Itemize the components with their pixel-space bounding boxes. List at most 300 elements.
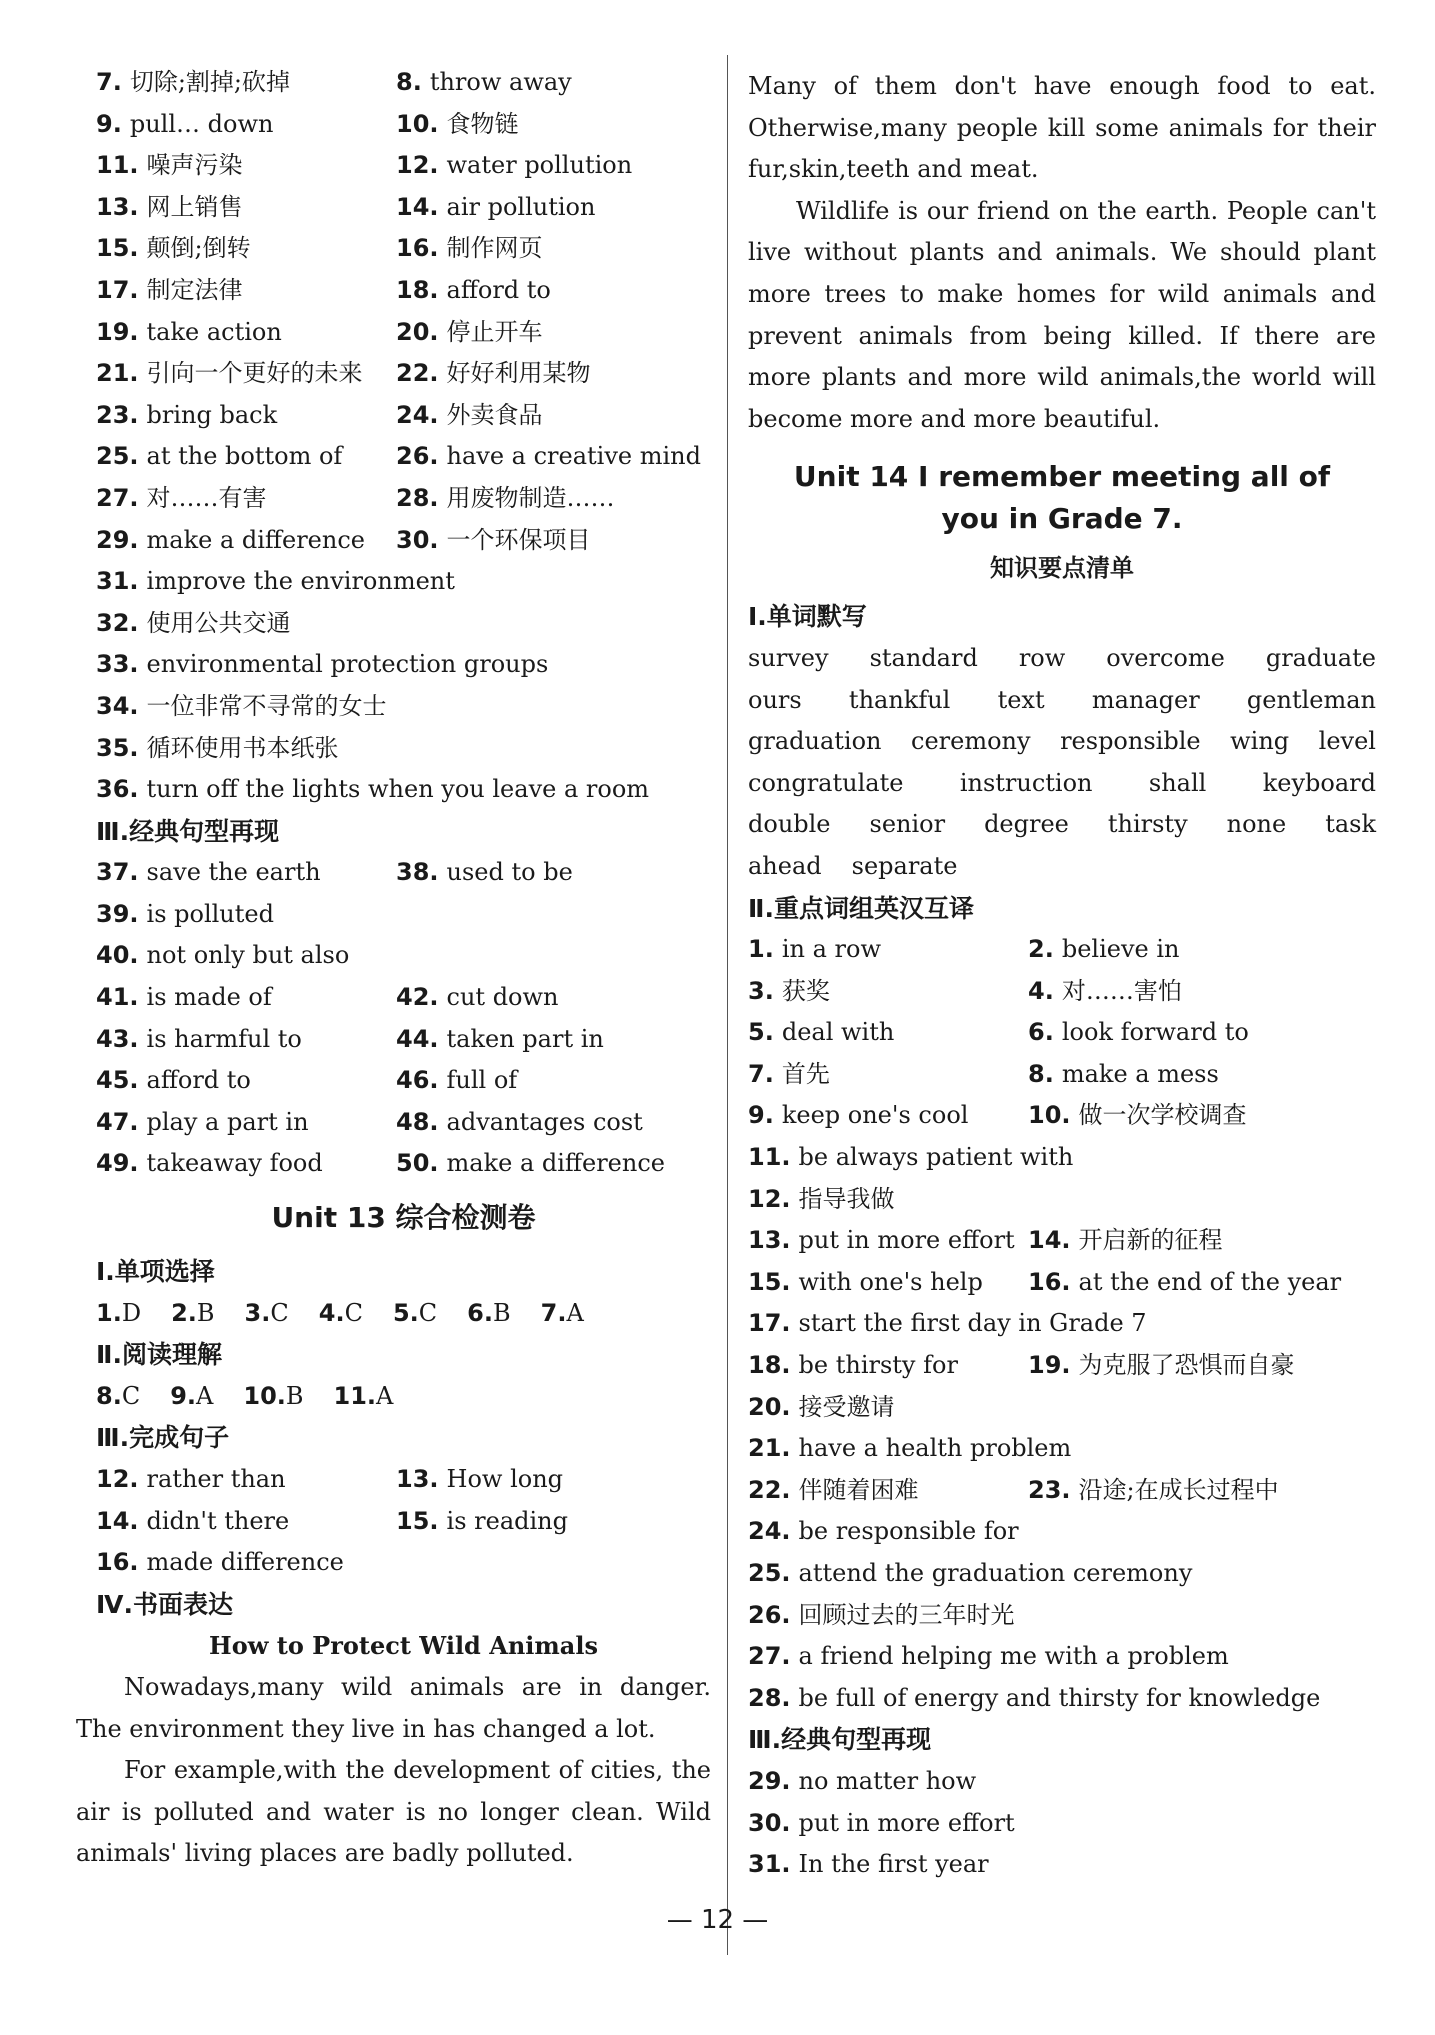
answer-item	[396, 1060, 517, 1102]
item-number: 40.	[96, 941, 139, 970]
item-number: 15.	[96, 234, 139, 263]
answer-item	[748, 1636, 1229, 1678]
word: wing	[1230, 727, 1290, 756]
choice-answer: 11.A	[333, 1381, 394, 1410]
item-number: 45.	[96, 1066, 139, 1095]
item-text: is polluted	[146, 899, 274, 928]
word: thirsty	[1107, 810, 1188, 839]
item-text: with one's help	[798, 1267, 983, 1296]
item-text: believe in	[1061, 935, 1180, 964]
answer-row	[96, 1019, 711, 1061]
item-number: 27.	[96, 483, 139, 512]
item-text: start the first day in Grade 7	[798, 1309, 1147, 1338]
answer-row	[96, 686, 711, 728]
answer-row	[748, 1595, 1376, 1637]
answer-item	[1028, 1095, 1247, 1137]
item-number: 19.	[96, 317, 139, 346]
answer-row	[96, 1542, 711, 1584]
essay-paragraph-2: For example,with the development of cities, the air is polluted and water is no longer clean. Wild animals' living places are badly polluted.	[76, 1756, 711, 1868]
answer-item	[96, 395, 396, 437]
item-number: 1.	[748, 935, 774, 964]
section-title-sentences: Ⅲ.经典句型再现	[96, 816, 280, 846]
word-row	[748, 804, 1376, 846]
word: overcome	[1106, 643, 1225, 672]
item-number: 31.	[96, 567, 139, 596]
answer-item	[1028, 1470, 1279, 1512]
answer-row	[748, 1345, 1376, 1387]
item-number: 33.	[96, 650, 139, 679]
answer-item	[396, 145, 632, 187]
item-text: no matter how	[798, 1766, 977, 1795]
answer-row	[748, 1303, 1376, 1345]
item-number: 24.	[396, 400, 439, 429]
section-title-writing: Ⅳ.书面表达	[96, 1589, 233, 1619]
vocab-pairs	[96, 62, 711, 561]
choice-answers	[96, 1293, 711, 1335]
answer-row	[96, 270, 711, 312]
item-number: 19.	[1028, 1351, 1071, 1380]
answer-row	[96, 1102, 711, 1144]
left-column	[76, 62, 711, 1875]
word: degree	[984, 810, 1069, 839]
answer-item	[396, 104, 519, 146]
item-number: 20.	[396, 317, 439, 346]
item-text: be thirsty for	[798, 1351, 958, 1380]
answer-item	[748, 1012, 1028, 1054]
word: senior	[869, 810, 946, 839]
answer-item	[96, 520, 396, 562]
answer-item	[748, 1387, 895, 1429]
answer-row	[748, 971, 1376, 1013]
item-text: 噪声污染	[146, 151, 243, 180]
answer-item	[96, 1542, 344, 1584]
answer-row	[96, 187, 711, 229]
word: none	[1226, 810, 1287, 839]
item-number: 16.	[396, 234, 439, 263]
answer-item	[96, 104, 396, 146]
item-number: 46.	[396, 1066, 439, 1095]
item-number: 17.	[748, 1309, 791, 1338]
item-text: at the end of the year	[1078, 1267, 1342, 1296]
answer-item	[748, 1303, 1147, 1345]
word: ceremony	[911, 727, 1031, 756]
item-text: make a difference	[446, 1149, 665, 1178]
essay-title: How to Protect Wild Animals	[209, 1631, 598, 1661]
answer-item	[96, 769, 649, 811]
item-number: 9.	[96, 109, 122, 138]
item-text: 外卖食品	[446, 400, 543, 429]
item-text: be always patient with	[798, 1143, 1074, 1172]
section-title-words: Ⅰ.单词默写	[748, 602, 867, 632]
answer-item	[1028, 929, 1179, 971]
item-number: 16.	[96, 1548, 139, 1577]
item-number: 31.	[748, 1850, 791, 1879]
item-number: 13.	[748, 1226, 791, 1255]
word: double	[748, 810, 831, 839]
word-row	[748, 763, 1376, 805]
item-number: 14.	[96, 1506, 139, 1535]
item-text: How long	[446, 1465, 564, 1493]
answer-item	[748, 1511, 1019, 1553]
word: graduate	[1265, 643, 1376, 672]
item-number: 38.	[396, 858, 439, 887]
answer-item	[96, 478, 396, 520]
answer-row	[96, 104, 711, 146]
word-row	[748, 721, 1376, 763]
item-text: 制定法律	[146, 275, 243, 304]
answer-row	[748, 1803, 1376, 1845]
item-number: 7.	[748, 1059, 774, 1088]
item-number: 8.	[1028, 1059, 1054, 1088]
item-text: make a mess	[1061, 1059, 1219, 1088]
word: congratulate	[748, 768, 904, 797]
answer-row	[96, 769, 711, 811]
item-text: save the earth	[146, 858, 321, 887]
essay-paragraph-3: Wildlife is our friend on the earth. People can't live without plants and animals. We should plant more trees to make homes for wild animals and prevent animals from being killed. If there are more plants and more wild animals,the world will become more and more beautiful.	[748, 196, 1376, 433]
answer-item	[748, 929, 1028, 971]
answer-item	[396, 187, 595, 229]
item-number: 20.	[748, 1392, 791, 1421]
answer-item	[396, 520, 591, 562]
answer-item	[748, 1054, 1028, 1096]
item-number: 32.	[96, 608, 139, 637]
item-text: 接受邀请	[798, 1392, 895, 1421]
item-number: 13.	[396, 1465, 439, 1493]
answer-item	[748, 1428, 1071, 1470]
item-number: 39.	[96, 899, 139, 928]
reading-answers	[96, 1376, 711, 1418]
answer-row	[748, 1137, 1376, 1179]
item-text: in a row	[781, 935, 881, 964]
item-number: 12.	[748, 1184, 791, 1213]
answer-item	[1028, 1220, 1223, 1262]
item-number: 44.	[396, 1024, 439, 1053]
word-row	[748, 638, 1376, 680]
word: text	[997, 685, 1045, 714]
item-text: bring back	[146, 400, 278, 429]
item-number: 50.	[396, 1149, 439, 1178]
word: responsible	[1060, 727, 1201, 756]
item-number: 5.	[748, 1018, 774, 1047]
item-text: 引向一个更好的未来	[146, 359, 363, 388]
answer-row	[748, 929, 1376, 971]
item-number: 22.	[396, 359, 439, 388]
word: task	[1325, 810, 1376, 839]
answer-item	[748, 1262, 1028, 1304]
item-text: throw away	[429, 68, 572, 96]
item-text: turn off the lights when you leave a room	[146, 775, 650, 804]
answer-item	[96, 728, 339, 770]
answer-item	[396, 1019, 604, 1061]
answer-item	[396, 1143, 665, 1185]
item-text: have a health problem	[798, 1434, 1072, 1463]
word: graduation	[748, 727, 882, 756]
word: keyboard	[1262, 768, 1376, 797]
sentence-rows-2	[748, 1761, 1376, 1886]
answer-item	[96, 353, 396, 395]
choice-answer: 6.B	[467, 1298, 511, 1327]
item-number: 23.	[96, 400, 139, 429]
choice-answer: 5.C	[392, 1298, 438, 1327]
answer-row	[748, 1553, 1376, 1595]
word: row	[1018, 643, 1066, 672]
answer-item	[96, 62, 396, 104]
choice-answer: 1.D	[96, 1298, 142, 1327]
right-column	[748, 66, 1376, 1886]
item-number: 2.	[1028, 935, 1054, 964]
essay-paragraph-1: Nowadays,many wild animals are in danger. The environment they live in has changed a lot.	[76, 1672, 711, 1743]
item-number: 37.	[96, 858, 139, 887]
answer-row	[748, 1511, 1376, 1553]
item-text: deal with	[781, 1018, 895, 1047]
item-text: afford to	[146, 1066, 251, 1095]
item-text: is reading	[446, 1506, 568, 1535]
answer-item	[96, 1501, 396, 1543]
item-number: 24.	[748, 1517, 791, 1546]
item-number: 21.	[96, 359, 139, 388]
page-number: — 12 —	[666, 1905, 769, 1935]
item-text: 指导我做	[798, 1184, 895, 1213]
item-number: 15.	[748, 1267, 791, 1296]
answer-item	[1028, 1012, 1249, 1054]
answer-item	[96, 187, 396, 229]
item-number: 42.	[396, 983, 439, 1012]
item-number: 21.	[748, 1434, 791, 1463]
answer-row	[96, 353, 711, 395]
item-text: 用废物制造……	[446, 483, 615, 512]
item-text: take action	[146, 317, 282, 346]
item-text: advantages cost	[446, 1107, 643, 1136]
item-text: 切除;割掉;砍掉	[129, 68, 290, 96]
answer-item	[96, 436, 396, 478]
answer-item	[96, 1102, 396, 1144]
answer-row	[96, 228, 711, 270]
answer-item	[396, 1459, 563, 1501]
answer-row	[96, 1143, 711, 1185]
item-number: 12.	[396, 151, 439, 180]
item-text: 一位非常不寻常的女士	[146, 691, 387, 720]
answer-item	[748, 1761, 976, 1803]
item-number: 17.	[96, 275, 139, 304]
item-text: water pollution	[446, 151, 633, 180]
item-text: play a part in	[146, 1107, 309, 1136]
item-number: 3.	[748, 976, 774, 1005]
answer-row	[748, 1012, 1376, 1054]
answer-item	[748, 1595, 1015, 1637]
item-text: a friend helping me with a problem	[798, 1642, 1229, 1671]
word: survey	[748, 643, 829, 672]
answer-item	[748, 1803, 1015, 1845]
answer-row	[96, 603, 711, 645]
choice-answer: 2.B	[171, 1298, 215, 1327]
item-text: 伴随着困难	[798, 1475, 919, 1504]
answer-item	[396, 478, 615, 520]
choice-answer: 4.C	[318, 1298, 363, 1327]
answer-row	[96, 935, 711, 977]
item-number: 8.	[396, 68, 422, 96]
item-text: 制作网页	[446, 234, 543, 263]
item-text: put in more effort	[798, 1808, 1015, 1837]
answer-row	[96, 1060, 711, 1102]
item-text: put in more effort	[798, 1226, 1015, 1255]
answer-item	[748, 1095, 1028, 1137]
item-text: 首先	[781, 1059, 830, 1088]
answer-item	[96, 935, 349, 977]
item-number: 11.	[748, 1143, 791, 1172]
item-number: 28.	[748, 1683, 791, 1712]
choice-answer: 8.C	[96, 1381, 141, 1410]
item-text: make a difference	[146, 525, 365, 554]
answer-item	[396, 1501, 568, 1543]
item-number: 36.	[96, 775, 139, 804]
section-title-choice: Ⅰ.单项选择	[96, 1257, 215, 1287]
answer-row	[96, 728, 711, 770]
answer-row	[96, 62, 711, 104]
item-text: 颠倒;倒转	[146, 234, 251, 263]
answer-item	[96, 145, 396, 187]
answer-item	[748, 1220, 1028, 1262]
item-text: environmental protection groups	[146, 650, 549, 679]
answer-row	[748, 1179, 1376, 1221]
answer-item	[396, 395, 543, 437]
phrase-rows	[748, 929, 1376, 1719]
answer-item	[396, 436, 701, 478]
complete-rows	[96, 1459, 711, 1584]
sentence-rows	[96, 852, 711, 1185]
answer-item	[748, 1179, 895, 1221]
item-text: is made of	[146, 983, 272, 1012]
item-number: 48.	[396, 1107, 439, 1136]
answer-item	[396, 353, 591, 395]
item-number: 4.	[1028, 976, 1054, 1005]
item-number: 16.	[1028, 1267, 1071, 1296]
item-number: 10.	[1028, 1101, 1071, 1130]
word: ahead	[748, 851, 822, 880]
item-number: 25.	[748, 1559, 791, 1587]
answer-item	[1028, 971, 1182, 1013]
word: ours	[748, 685, 802, 714]
item-text: 好好利用某物	[446, 359, 591, 388]
item-text: keep one's cool	[781, 1101, 969, 1130]
answer-item	[96, 1060, 396, 1102]
answer-item	[96, 1459, 396, 1501]
answer-row	[748, 1387, 1376, 1429]
answer-row	[748, 1054, 1376, 1096]
answer-item	[396, 977, 559, 1019]
item-number: 41.	[96, 983, 139, 1012]
item-text: 回顾过去的三年时光	[798, 1600, 1015, 1629]
vocab-singles	[96, 561, 711, 811]
answer-row	[96, 478, 711, 520]
answer-item	[96, 686, 387, 728]
item-number: 29.	[748, 1766, 791, 1795]
item-text: is harmful to	[146, 1024, 302, 1053]
item-number: 23.	[1028, 1475, 1071, 1504]
item-text: improve the environment	[146, 567, 455, 596]
answer-row	[96, 520, 711, 562]
answer-item	[748, 1553, 1192, 1595]
answer-item	[748, 1678, 1320, 1720]
item-text: 开启新的征程	[1078, 1226, 1223, 1255]
item-text: In the first year	[798, 1850, 989, 1879]
answer-item	[1028, 1345, 1295, 1387]
knowledge-points-title: 知识要点清单	[990, 554, 1134, 583]
answer-row	[96, 395, 711, 437]
answer-item	[748, 1345, 1028, 1387]
word: instruction	[959, 768, 1093, 797]
answer-row	[748, 1095, 1376, 1137]
item-text: 食物链	[446, 109, 519, 138]
answer-item	[748, 971, 1028, 1013]
item-text: made difference	[146, 1548, 344, 1577]
item-text: 网上销售	[146, 192, 243, 221]
answer-item	[396, 852, 573, 894]
answer-item	[748, 1137, 1073, 1179]
answer-item	[96, 644, 548, 686]
answer-row	[96, 312, 711, 354]
item-text: look forward to	[1061, 1018, 1249, 1047]
item-text: used to be	[446, 858, 573, 887]
word-rows	[748, 638, 1376, 888]
answer-item	[96, 228, 396, 270]
item-number: 49.	[96, 1149, 139, 1178]
answer-item	[748, 1844, 989, 1886]
answer-item	[396, 270, 551, 312]
answer-row	[96, 436, 711, 478]
answer-row	[96, 894, 711, 936]
answer-item	[96, 561, 455, 603]
item-number: 12.	[96, 1465, 139, 1493]
answer-item	[396, 312, 543, 354]
answer-row	[748, 1636, 1376, 1678]
answer-item	[1028, 1262, 1341, 1304]
item-text: takeaway food	[146, 1149, 323, 1178]
word: level	[1318, 727, 1376, 756]
item-number: 43.	[96, 1024, 139, 1053]
essay-paragraph-2-continued: Many of them don't have enough food to eat. Otherwise,many people kill some animals for their fur,skin,teeth and meat.	[748, 72, 1376, 184]
answer-item	[96, 312, 396, 354]
item-number: 26.	[396, 442, 439, 471]
item-text: 沿途;在成长过程中	[1078, 1475, 1279, 1504]
answer-row	[748, 1678, 1376, 1720]
item-number: 9.	[748, 1101, 774, 1130]
item-text: taken part in	[446, 1024, 604, 1053]
answer-row	[96, 1459, 711, 1501]
item-text: 停止开车	[446, 317, 543, 346]
answer-item	[96, 1019, 396, 1061]
choice-answer: 7.A	[540, 1298, 584, 1327]
item-text: afford to	[446, 275, 551, 304]
item-text: rather than	[146, 1465, 286, 1493]
item-text: pull… down	[129, 109, 274, 138]
item-number: 10.	[396, 109, 439, 138]
item-number: 13.	[96, 192, 139, 221]
unit13-title: Unit 13 综合检测卷	[271, 1201, 536, 1235]
item-number: 27.	[748, 1642, 791, 1671]
unit14-title-line2: you in Grade 7.	[941, 502, 1183, 536]
unit14-title-line1: Unit 14 I remember meeting all of	[793, 460, 1331, 494]
section-title-phrases: Ⅱ.重点词组英汉互译	[748, 893, 974, 923]
word: standard	[869, 643, 978, 672]
answer-item	[1028, 1054, 1219, 1096]
answer-row	[96, 852, 711, 894]
answer-row	[96, 1501, 711, 1543]
answer-row	[96, 145, 711, 187]
item-number: 35.	[96, 733, 139, 762]
answer-item	[96, 1143, 396, 1185]
answer-item	[396, 1102, 643, 1144]
item-text: at the bottom of	[146, 442, 343, 471]
